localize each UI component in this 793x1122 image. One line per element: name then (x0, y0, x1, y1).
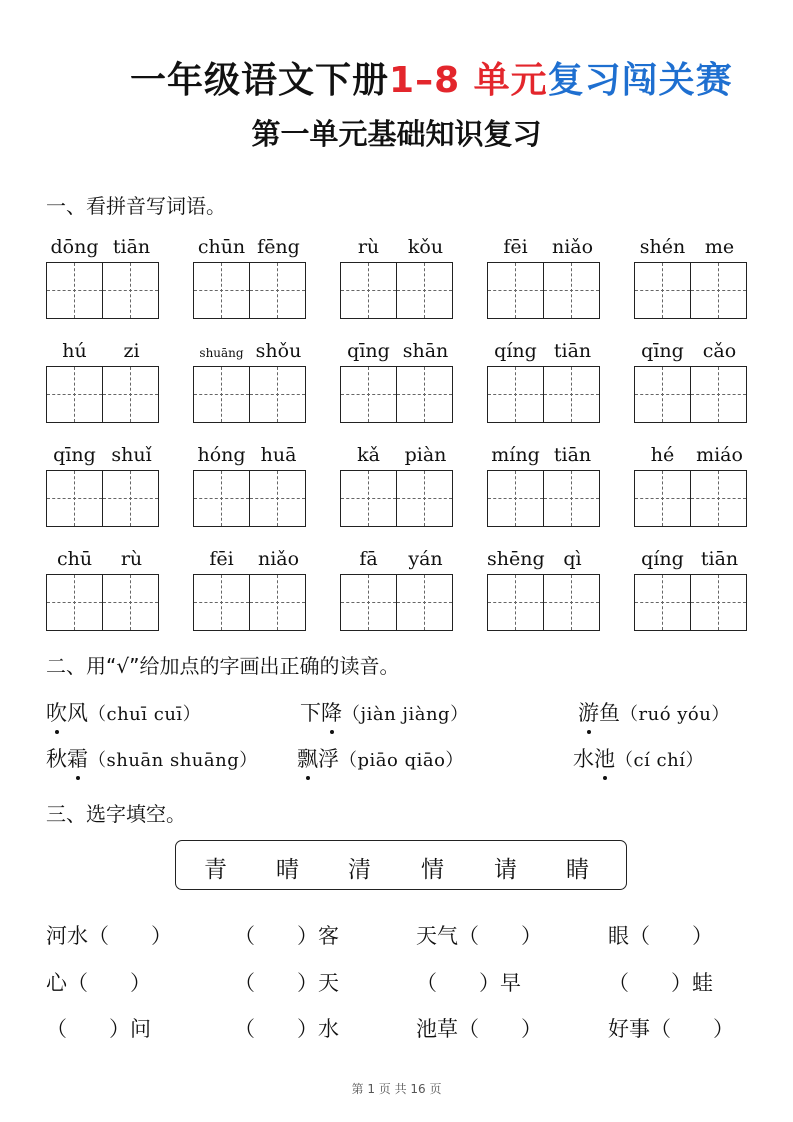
pinyin-syllable: dōng (50, 236, 99, 258)
item-char: 浮 (318, 747, 339, 771)
pinyin-label (340, 444, 454, 468)
item-char: 鱼 (599, 701, 620, 725)
tian-zi-ge-cell[interactable] (690, 366, 747, 423)
tian-zi-ge-cell[interactable] (487, 262, 544, 319)
tian-zi-ge-cell[interactable] (690, 574, 747, 631)
item-char: 秋 (46, 747, 67, 771)
pinyin-label (634, 236, 748, 260)
pinyin-options[interactable]: （cí chí） (615, 750, 704, 771)
tian-zi-ge-cell[interactable] (46, 574, 103, 631)
pinyin-syllable: míng (491, 444, 540, 466)
fill-blank-item[interactable]: （ ）问 (46, 1017, 151, 1041)
page-title (130, 52, 770, 103)
pinyin-label (487, 444, 601, 468)
pinyin-label (487, 236, 601, 260)
pinyin-label (46, 236, 160, 260)
writing-boxes (487, 262, 601, 319)
writing-boxes (193, 262, 307, 319)
tian-zi-ge-cell[interactable] (102, 470, 159, 527)
dotted-char: 降 (321, 697, 342, 727)
pinyin-label (46, 548, 160, 572)
choice-char: 清 (348, 857, 371, 883)
writing-boxes (193, 366, 307, 423)
pinyin-label (193, 548, 307, 572)
tian-zi-ge-cell[interactable] (249, 574, 306, 631)
fill-blank-item[interactable]: （ ）客 (234, 924, 339, 948)
writing-boxes (46, 366, 160, 423)
tian-zi-ge-cell[interactable] (396, 262, 453, 319)
pinyin-syllable: shuǐ (111, 444, 152, 466)
writing-boxes (634, 366, 748, 423)
pinyin-syllable: shān (402, 340, 449, 362)
fill-blank-item[interactable]: （ ）水 (234, 1017, 339, 1041)
tian-zi-ge-cell[interactable] (340, 470, 397, 527)
pinyin-syllable: qīng (53, 444, 96, 466)
tian-zi-ge-cell[interactable] (249, 470, 306, 527)
tian-zi-ge-cell[interactable] (634, 366, 691, 423)
tian-zi-ge-cell[interactable] (396, 574, 453, 631)
writing-boxes (487, 470, 601, 527)
pinyin-syllable: fēi (503, 236, 528, 258)
pinyin-syllable: tiān (112, 236, 151, 258)
pinyin-label (340, 236, 454, 260)
writing-boxes (487, 574, 601, 631)
pinyin-options[interactable]: （piāo qiāo） (339, 750, 464, 771)
pinyin-syllable: piàn (404, 444, 447, 466)
pinyin-options[interactable]: （chuī cuī） (88, 704, 202, 725)
pinyin-options[interactable]: （ruó yóu） (620, 704, 730, 725)
pinyin-syllable: tiān (553, 340, 592, 362)
writing-boxes (193, 470, 307, 527)
fill-blank-item[interactable]: （ ）蛙 (608, 971, 713, 995)
choice-char: 情 (421, 857, 444, 883)
pinyin-syllable: tiān (553, 444, 592, 466)
pinyin-syllable: cǎo (702, 340, 737, 362)
tian-zi-ge-cell[interactable] (46, 366, 103, 423)
pinyin-syllable: shén (639, 236, 686, 258)
fill-blank-item[interactable]: 眼（ ） (608, 924, 713, 948)
pronunciation-item (46, 697, 201, 727)
pinyin-syllable: hú (62, 340, 87, 362)
pinyin-options[interactable]: （jiàn jiàng） (342, 704, 469, 725)
tian-zi-ge-cell[interactable] (543, 470, 600, 527)
tian-zi-ge-cell[interactable] (543, 574, 600, 631)
pinyin-syllable: rù (357, 236, 380, 258)
fill-blank-item[interactable]: 河水（ ） (46, 924, 172, 948)
item-char: 下 (300, 701, 321, 725)
item-char: 水 (573, 747, 594, 771)
pinyin-syllable: qíng (641, 548, 684, 570)
pinyin-label (634, 340, 748, 364)
writing-boxes (634, 574, 748, 631)
pinyin-syllable: fā (359, 548, 378, 570)
pinyin-syllable: shǒu (255, 340, 302, 362)
tian-zi-ge-cell[interactable] (46, 262, 103, 319)
fill-blank-item[interactable]: 好事（ ） (608, 1017, 734, 1041)
pinyin-label (634, 548, 748, 572)
tian-zi-ge-cell[interactable] (690, 470, 747, 527)
pinyin-label (193, 236, 307, 260)
pinyin-syllable: miáo (696, 444, 743, 466)
choice-char: 晴 (276, 857, 299, 883)
tian-zi-ge-cell[interactable] (396, 470, 453, 527)
pronunciation-item (300, 697, 469, 727)
pinyin-syllable: chūn (197, 236, 246, 258)
pinyin-label (340, 340, 454, 364)
pinyin-syllable: hé (650, 444, 675, 466)
pinyin-syllable: shuāng (199, 346, 244, 360)
pinyin-label (634, 444, 748, 468)
tian-zi-ge-cell[interactable] (249, 262, 306, 319)
writing-boxes (193, 574, 307, 631)
pinyin-label (340, 548, 454, 572)
dotted-char: 池 (594, 743, 615, 773)
character-choice-box (175, 840, 627, 890)
writing-boxes (340, 470, 454, 527)
pinyin-label (193, 444, 307, 468)
pinyin-syllable: hóng (197, 444, 246, 466)
tian-zi-ge-cell[interactable] (634, 470, 691, 527)
writing-boxes (634, 262, 748, 319)
writing-boxes (340, 574, 454, 631)
pronunciation-item (573, 743, 704, 773)
title-part-grade: 一年级语文下册 (130, 60, 390, 101)
dotted-char: 吹 (46, 697, 67, 727)
tian-zi-ge-cell[interactable] (102, 574, 159, 631)
pinyin-syllable: chū (56, 548, 93, 570)
choice-char: 请 (494, 857, 517, 883)
writing-boxes (634, 470, 748, 527)
pinyin-syllable: me (704, 236, 735, 258)
pinyin-syllable: qíng (494, 340, 537, 362)
pronunciation-item (46, 743, 258, 773)
fill-blank-item[interactable]: （ ）天 (234, 971, 339, 995)
pinyin-label (487, 548, 601, 572)
tian-zi-ge-cell[interactable] (634, 574, 691, 631)
tian-zi-ge-cell[interactable] (487, 366, 544, 423)
pronunciation-item (578, 697, 730, 727)
tian-zi-ge-cell[interactable] (396, 366, 453, 423)
pronunciation-item (297, 743, 464, 773)
pinyin-syllable: huā (260, 444, 297, 466)
writing-boxes (46, 574, 160, 631)
pinyin-label (193, 340, 307, 364)
pinyin-label (487, 340, 601, 364)
title-part-units: 1–8 单元 (389, 60, 548, 101)
title-part-contest: 复习闯关赛 (547, 60, 733, 101)
tian-zi-ge-cell[interactable] (46, 470, 103, 527)
tian-zi-ge-cell[interactable] (543, 262, 600, 319)
tian-zi-ge-cell[interactable] (249, 366, 306, 423)
pinyin-syllable: qīng (347, 340, 390, 362)
tian-zi-ge-cell[interactable] (487, 574, 544, 631)
tian-zi-ge-cell[interactable] (487, 470, 544, 527)
pinyin-label (46, 340, 160, 364)
section-1-heading: 一、看拼音写词语。 (46, 194, 226, 218)
item-char: 风 (67, 701, 88, 725)
choice-char: 青 (204, 857, 227, 883)
tian-zi-ge-cell[interactable] (634, 262, 691, 319)
tian-zi-ge-cell[interactable] (193, 470, 250, 527)
pinyin-syllable: fēng (257, 236, 300, 258)
pinyin-syllable: rù (120, 548, 143, 570)
pinyin-syllable: qīng (641, 340, 684, 362)
writing-boxes (46, 262, 160, 319)
tian-zi-ge-cell[interactable] (102, 366, 159, 423)
choice-char: 睛 (566, 857, 589, 883)
dotted-char: 飘 (297, 743, 318, 773)
writing-boxes (340, 366, 454, 423)
page-subtitle: 第一单元基础知识复习 (251, 117, 542, 151)
page-footer: 第 1 页 共 16 页 (351, 1082, 442, 1096)
fill-blank-item[interactable]: 心（ ） (46, 971, 151, 995)
pinyin-label (46, 444, 160, 468)
pinyin-syllable: kǎ (357, 444, 380, 466)
pinyin-syllable: niǎo (257, 548, 300, 570)
tian-zi-ge-cell[interactable] (340, 366, 397, 423)
pinyin-syllable: yán (408, 548, 443, 570)
writing-boxes (340, 262, 454, 319)
section-3-heading: 三、选字填空。 (46, 802, 186, 826)
tian-zi-ge-cell[interactable] (543, 366, 600, 423)
fill-blank-item[interactable]: （ ）早 (416, 971, 521, 995)
fill-blank-item[interactable]: 天气（ ） (416, 924, 542, 948)
section-2-heading: 二、用“√”给加点的字画出正确的读音。 (46, 654, 400, 678)
tian-zi-ge-cell[interactable] (193, 262, 250, 319)
fill-blank-item[interactable]: 池草（ ） (416, 1017, 542, 1041)
dotted-char: 霜 (67, 743, 88, 773)
writing-boxes (487, 366, 601, 423)
pinyin-syllable: shēng (487, 548, 545, 570)
tian-zi-ge-cell[interactable] (193, 574, 250, 631)
tian-zi-ge-cell[interactable] (102, 262, 159, 319)
pinyin-syllable: zi (123, 340, 140, 362)
dotted-char: 游 (578, 697, 599, 727)
pinyin-syllable: qì (563, 548, 582, 570)
pinyin-syllable: kǒu (407, 236, 444, 258)
tian-zi-ge-cell[interactable] (193, 366, 250, 423)
tian-zi-ge-cell[interactable] (340, 574, 397, 631)
tian-zi-ge-cell[interactable] (340, 262, 397, 319)
writing-boxes (46, 470, 160, 527)
tian-zi-ge-cell[interactable] (690, 262, 747, 319)
pinyin-syllable: niǎo (551, 236, 594, 258)
pinyin-syllable: tiān (700, 548, 739, 570)
pinyin-options[interactable]: （shuān shuāng） (88, 750, 258, 771)
pinyin-syllable: fēi (209, 548, 234, 570)
